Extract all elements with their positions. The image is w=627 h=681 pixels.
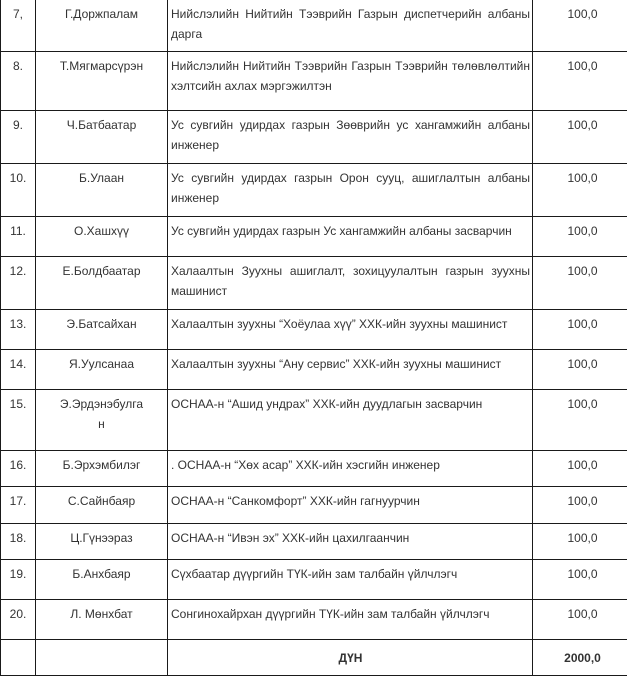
amount-cell: 100,0	[533, 487, 627, 524]
table-row	[1, 52, 627, 111]
row-number: 20.	[1, 600, 36, 640]
person-name-line2: н	[98, 417, 105, 431]
table-row	[1, 0, 627, 52]
table-row	[1, 487, 627, 524]
table-row	[1, 524, 627, 560]
row-number: 7,	[1, 0, 36, 52]
row-number: 13.	[1, 310, 36, 350]
table-row	[1, 164, 627, 217]
person-name: Б.Эрхэмбилэг	[36, 451, 168, 487]
position-cell: ОСНАА-н “Ашид ундрах” ХХК-ийн дуудлагын засварчин	[168, 390, 533, 451]
table-row	[1, 310, 627, 350]
table-row	[1, 560, 627, 600]
position-cell: Нийслэлийн Нийтийн Тээврийн Газрын Тээврийн төлөвлөлтийн хэлтсийн ахлах мэргэжилтэн	[168, 52, 533, 111]
table-row	[1, 451, 627, 487]
position-cell: Сонгинохайрхан дүүргийн ТҮК-ийн зам талбайн үйлчлэгч	[168, 600, 533, 640]
row-number: 17.	[1, 487, 36, 524]
position-cell: Ус сувгийн удирдах газрын Зөөврийн ус хангамжийн албаны инженер	[168, 111, 533, 164]
position-cell: Ус сувгийн удирдах газрын Ус хангамжийн албаны засварчин	[168, 217, 533, 257]
amount-cell: 100,0	[533, 451, 627, 487]
person-name: Т.Мягмарсүрэн	[36, 52, 168, 111]
row-number: 16.	[1, 451, 36, 487]
person-name: Г.Доржпалам	[36, 0, 168, 52]
position-cell: Халаалтын зуухны “Хоёулаа хүү” ХХК-ийн зуухны машинист	[168, 310, 533, 350]
total-label: ДҮН	[168, 640, 533, 676]
person-name: Л. Мөнхбат	[36, 600, 168, 640]
person-name: Ч.Батбаатар	[36, 111, 168, 164]
amount-cell: 100,0	[533, 217, 627, 257]
total-row	[1, 640, 627, 676]
table-row	[1, 111, 627, 164]
amount-cell: 100,0	[533, 560, 627, 600]
table-row	[1, 217, 627, 257]
amount-cell: 100,0	[533, 0, 627, 52]
person-name: Я.Уулсанаа	[36, 350, 168, 390]
position-cell: Ус сувгийн удирдах газрын Орон сууц, ашиглалтын албаны инженер	[168, 164, 533, 217]
amount-cell: 100,0	[533, 390, 627, 451]
row-number: 8.	[1, 52, 36, 111]
total-amount: 2000,0	[533, 640, 627, 676]
position-cell: Нийслэлийн Нийтийн Тээврийн Газрын диспетчерийн албаны дарга	[168, 0, 533, 52]
person-name: С.Сайнбаяр	[36, 487, 168, 524]
table-row	[1, 350, 627, 390]
person-name	[36, 390, 168, 451]
amount-cell: 100,0	[533, 524, 627, 560]
amount-cell: 100,0	[533, 600, 627, 640]
amount-cell: 100,0	[533, 257, 627, 310]
person-name-line1: Э.Эрдэнэбулга	[59, 397, 144, 411]
position-cell: Халаалтын зуухны “Ану сервис” ХХК-ийн зуухны машинист	[168, 350, 533, 390]
row-number: 14.	[1, 350, 36, 390]
amount-cell: 100,0	[533, 350, 627, 390]
row-number: 11.	[1, 217, 36, 257]
amount-cell: 100,0	[533, 164, 627, 217]
row-number: 15.	[1, 390, 36, 451]
position-cell: ОСНАА-н “Санкомфорт” ХХК-ийн гагнуурчин	[168, 487, 533, 524]
table-row	[1, 600, 627, 640]
row-number: 18.	[1, 524, 36, 560]
position-cell: Сүхбаатар дүүргийн ТҮК-ийн зам талбайн үйлчлэгч	[168, 560, 533, 600]
total-empty-cell	[36, 640, 168, 676]
person-name: Б.Улаан	[36, 164, 168, 217]
amount-cell: 100,0	[533, 310, 627, 350]
person-name: Е.Болдбаатар	[36, 257, 168, 310]
person-name: Б.Анхбаяр	[36, 560, 168, 600]
table-row	[1, 390, 627, 451]
position-cell: ОСНАА-н “Ивэн эх” ХХК-ийн цахилгаанчин	[168, 524, 533, 560]
row-number: 19.	[1, 560, 36, 600]
total-empty-cell	[1, 640, 36, 676]
row-number: 9.	[1, 111, 36, 164]
person-name: Э.Батсайхан	[36, 310, 168, 350]
amount-cell: 100,0	[533, 52, 627, 111]
amount-cell: 100,0	[533, 111, 627, 164]
position-cell: Халаалтын Зуухны ашиглалт, зохицуулалтын газрын зуухны машинист	[168, 257, 533, 310]
person-name: Ц.Гүнээраз	[36, 524, 168, 560]
row-number: 10.	[1, 164, 36, 217]
row-number: 12.	[1, 257, 36, 310]
person-name: О.Хашхүү	[36, 217, 168, 257]
position-cell: . ОСНАА-н “Хөх асар” ХХК-ийн хэсгийн инженер	[168, 451, 533, 487]
table-row	[1, 257, 627, 310]
